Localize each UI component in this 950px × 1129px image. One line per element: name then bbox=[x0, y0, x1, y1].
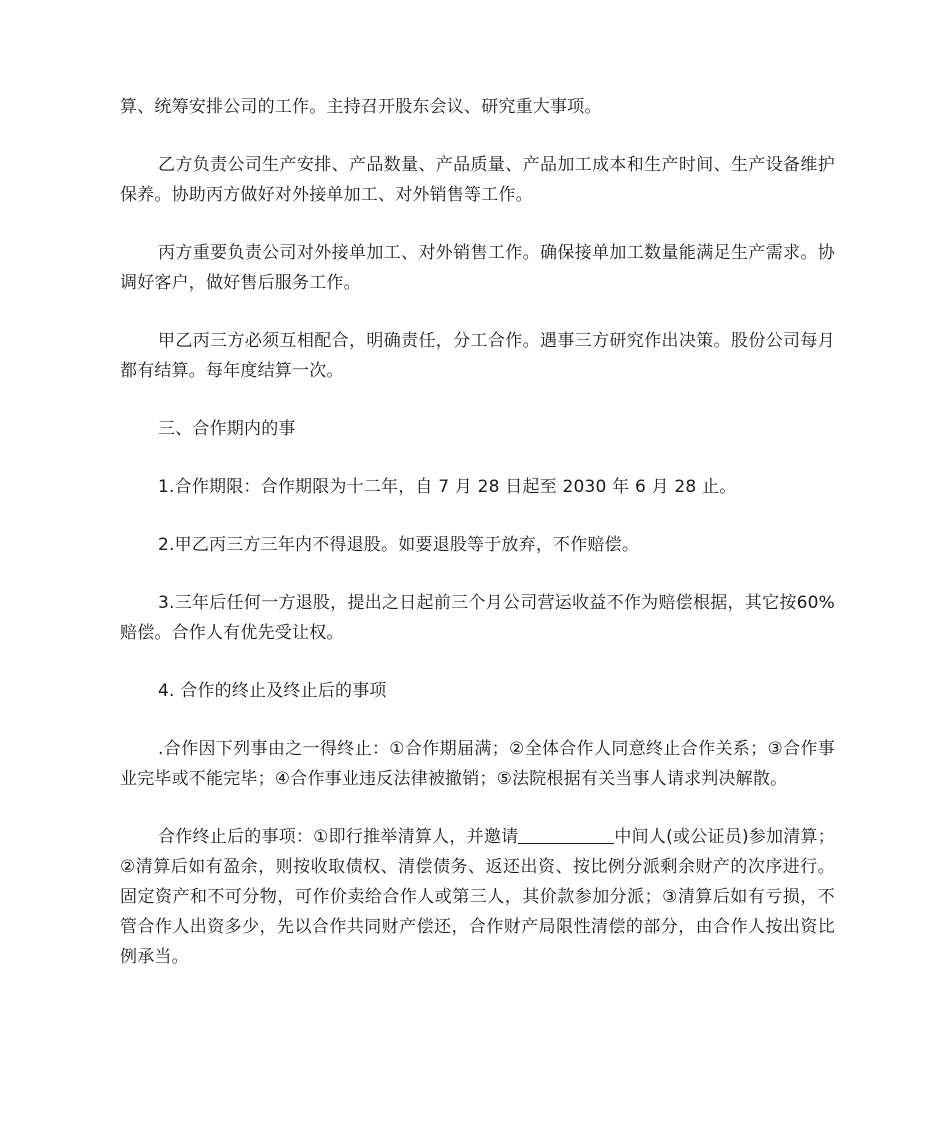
paragraph-cooperation: 甲乙丙三方必须互相配合，明确责任，分工合作。遇事三方研究作出决策。股份公司每月都有结算。每年度结算一次。 bbox=[120, 331, 835, 381]
clause-termination-causes: .合作因下列事由之一得终止：①合作期届满；②全体合作人同意终止合作关系；③合作事业完毕或不能完毕；④合作事业违反法律被撤销；⑤法院根据有关当事人请求判决解散。 bbox=[120, 739, 835, 789]
post-termination-text-start: 合作终止后的事项：①即行推举清算人，并邀请 bbox=[158, 827, 519, 847]
paragraph-party-c-duties: 丙方重要负责公司对外接单加工、对外销售工作。确保接单加工数量能满足生产需求。协调好客户，做好售后服务工作。 bbox=[120, 243, 835, 293]
clause-2-withdrawal: 2.甲乙丙三方三年内不得退股。如要退股等于放弃，不作赔偿。 bbox=[158, 535, 640, 555]
clause-4-heading: 4. 合作的终止及终止后的事项 bbox=[158, 681, 387, 701]
clause-1-term: 1.合作期限：合作期限为十二年，自 7 月 28 日起至 2030 年 6 月 28 止。 bbox=[158, 477, 737, 497]
post-termination-text-end: 中间人(或公证员)参加清算；②清算后如有盈余，则按收取债权、清偿债务、返还出资、按比例分派剩余财产的次序进行。固定资产和不可分物，可作价卖给合作人或第三人，其价款参加分派；③清算后如有亏损，不管合作人出资多少，先以合作共同财产偿还，合作财产局限性清偿的部分，由合作人按出资比例承当。 bbox=[120, 827, 835, 967]
document-page bbox=[120, 92, 835, 1000]
fill-in-blank-line bbox=[518, 825, 614, 844]
clause-post-termination bbox=[120, 822, 835, 972]
paragraph-party-b-duties: 乙方负责公司生产安排、产品数量、产品质量、产品加工成本和生产时间、生产设备维护保养。协助丙方做好对外接单加工、对外销售等工作。 bbox=[120, 155, 835, 205]
section-heading-3: 三、合作期内的事 bbox=[158, 419, 296, 439]
clause-3-compensation: 3.三年后任何一方退股，提出之日起前三个月公司营运收益不作为赔偿根据，其它按60%赔偿。合作人有优先受让权。 bbox=[120, 593, 835, 643]
paragraph-duties-summary: 算、统筹安排公司的工作。主持召开股东会议、研究重大事项。 bbox=[120, 97, 602, 117]
